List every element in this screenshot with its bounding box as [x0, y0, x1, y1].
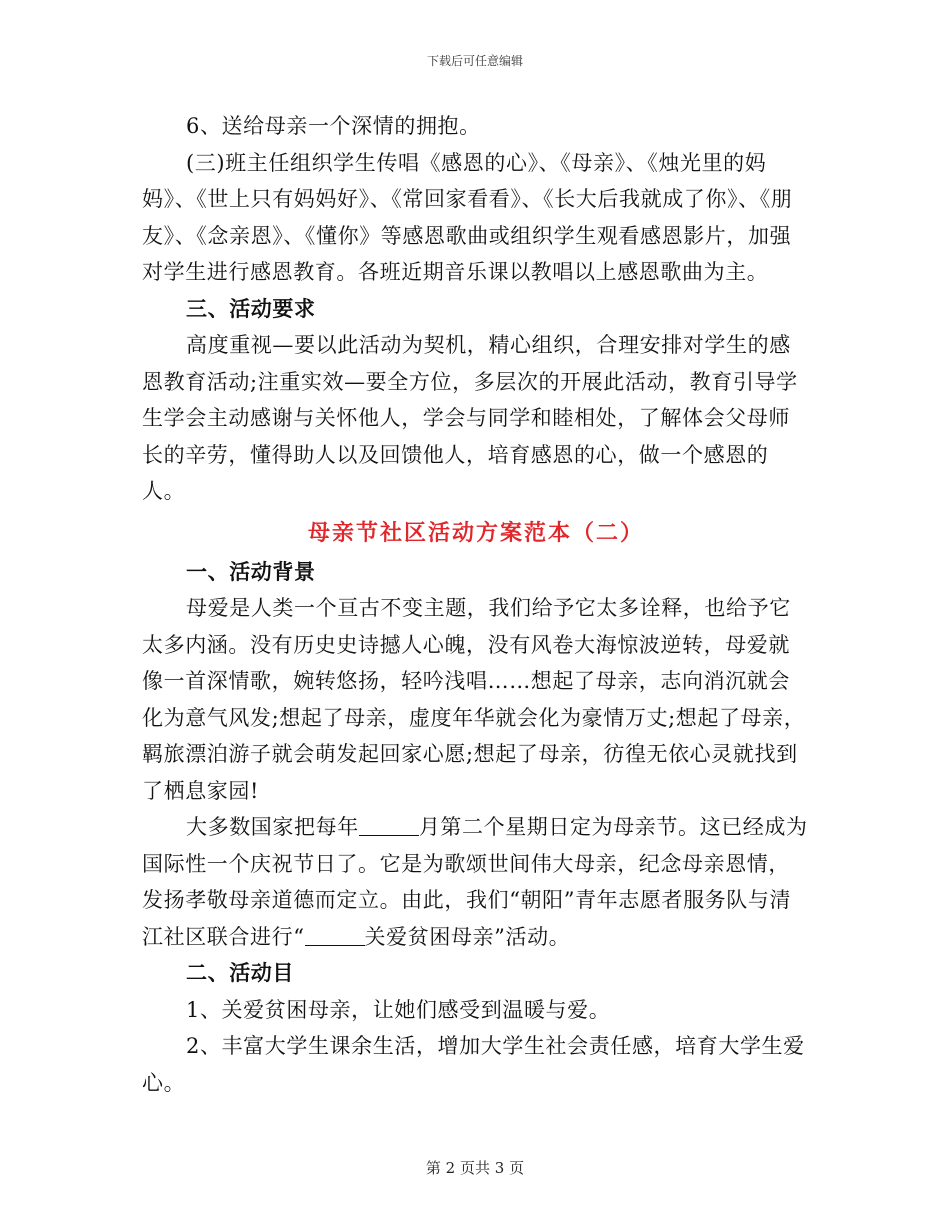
paragraph-background-1: 母爱是人类一个亘古不变主题，我们给予它太多诠释，也给予它太多内涵。没有历史史诗撼人心魄，没有风卷大海惊波逆转，母爱就像一首深情歌，婉转悠扬，轻吟浅唱……想起了母亲，志向消沉就会化为意气风发;想起了母亲，虚度年华就会化为豪情万丈;想起了母亲，羁旅漂泊游子就会萌发起回家心愿;想起了母亲，彷徨无依心灵就找到了栖息家园! [142, 596, 806, 803]
text-segment: 月第二个星期日定为母亲节。这已经成为国际性一个庆祝节日了。它是为歌颂世间伟大母亲，纪念母亲恩情，发扬孝敬母亲道德而定立。由此，我们“朝阳”青年志愿者服务队与清江社区联合进行“ [142, 815, 808, 949]
text-segment: 关爱贫困母亲”活动。 [364, 924, 571, 949]
section-title: 母亲节社区活动方案范本（二） [307, 519, 644, 546]
list-item-goal-2: 2、丰富大学生课余生活，增加大学生社会责任感，培育大学生爱心。 [142, 1034, 805, 1095]
blank-fill-line [359, 817, 419, 836]
list-item-goal-1: 1、关爱贫困母亲，让她们感受到温暖与爱。 [186, 997, 611, 1022]
heading-requirements: 三、活动要求 [186, 295, 316, 321]
paragraph-requirements: 高度重视—要以此活动为契机，精心组织，合理安排对学生的感恩教育活动;注重实效—要全方位，多层次的开展此活动，教育引导学生学会主动感谢与关怀他人，学会与同学和睦相处，了解体会父母师长的辛劳，懂得助人以及回馈他人，培育感恩的心，做一个感恩的人。 [142, 333, 798, 503]
list-item-6: 6、送给母亲一个深情的拥抱。 [186, 114, 481, 138]
heading-goals: 二、活动目 [186, 960, 294, 985]
text-segment: 大多数国家把每年 [186, 815, 359, 839]
page-footer: 第 2 页共 3 页 [425, 1159, 525, 1177]
document-body [142, 108, 810, 1101]
page-header: 下载后可任意编辑 [426, 54, 523, 68]
heading-background: 一、活动背景 [186, 558, 316, 584]
blank-fill-line [305, 927, 365, 946]
paragraph-song-list: (三)班主任组织学生传唱《感恩的心》、《母亲》、《烛光里的妈妈》、《世上只有妈妈好》、《常回家看看》、《长大后我就成了你》、《朋友》、《念亲恩》、《懂你》等感恩歌曲或组织学生观看感恩影片，加强对学生进行感恩教育。各班近期音乐课以教唱以上感恩歌曲为主。 [142, 150, 793, 284]
paragraph-background-2 [142, 809, 810, 955]
